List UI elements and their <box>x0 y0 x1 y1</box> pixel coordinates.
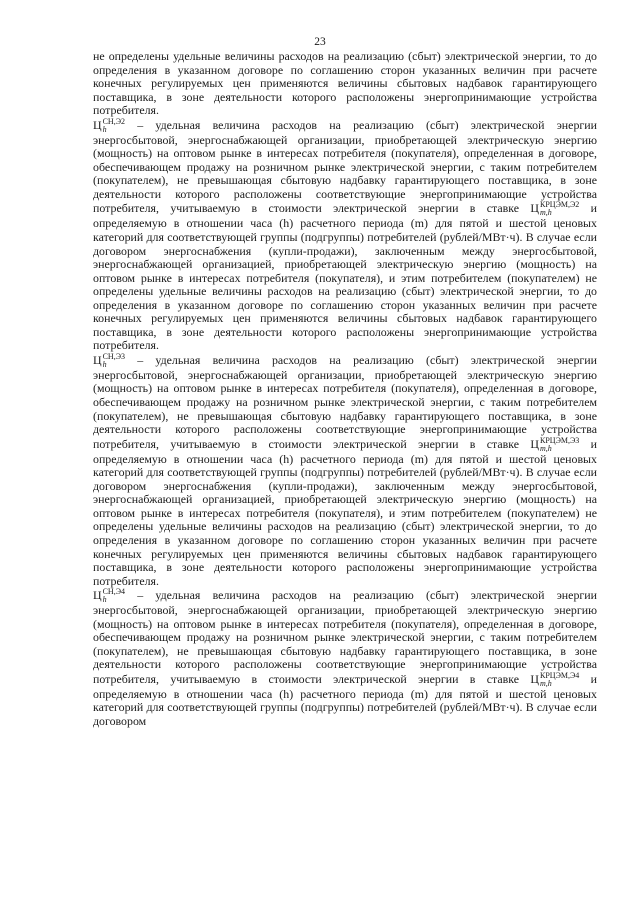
formula-superscript: СН,Э4 <box>102 587 125 597</box>
rate-symbol: Ц <box>530 436 540 451</box>
formula-subscript: h <box>102 595 107 605</box>
formula-symbol: Ц <box>93 353 102 368</box>
rate-symbol: Ц <box>530 201 540 216</box>
page-number: 23 <box>314 36 326 48</box>
rate-superscript: КРЦЭМ,Э3 <box>540 435 580 445</box>
paragraph-text: не определены удельные величины расходов на реализацию (сбыт) электрической энергии, то до определения в указанном договоре по соглашению сторон указанных величин при расчете конечных регулируемых цен применяются величины сбытовых надбавок гарантирующего поставщика, в зоне деятельности которого расположены энергопринимающие устройства потребителя. <box>93 49 597 118</box>
rate-subscript: m,h <box>540 678 552 688</box>
formula-subscript: h <box>102 124 107 134</box>
rate-indices <box>540 201 579 217</box>
formula-indices <box>103 118 125 134</box>
rate-indices <box>540 672 579 688</box>
paragraph-definition-e4 <box>93 588 597 728</box>
formula-indices <box>103 588 125 604</box>
formula-superscript: СН,Э3 <box>102 351 125 361</box>
rate-subscript: m,h <box>540 208 552 218</box>
rate-symbol: Ц <box>530 672 540 687</box>
paragraph-continuation <box>93 50 597 118</box>
paragraph-definition-e2 <box>93 118 597 353</box>
rate-superscript: КРЦЭМ,Э2 <box>540 200 580 210</box>
paragraph-text: – удельная величина расходов на реализацию (сбыт) электрической энергии энергосбытовой, энергоснабжающей организации, приобретающей электрическую энергию (мощность) на оптовом рынке в интересах потребителя (покупателя), определенная в договоре, обеспечивающем продажу на розничном рынке электрической энергии, с таким потребителем (покупателем), не превышающая сбытовую надбавку гарантирующего поставщика, в зоне деятельности которого расположены соответствующие энергопринимающие устройства потребителя, учитываемую в стоимости электрической энергии в ставке <box>93 117 597 216</box>
paragraph-text-cont: и определяемую в отношении часа (h) расчетного периода (m) для пятой и шестой ценовых категорий для соответствующей группы (подгруппы) потребителей (рублей/МВт·ч). В случае если договором <box>93 672 597 728</box>
paragraph-text-cont: и определяемую в отношении часа (h) расчетного периода (m) для пятой и шестой ценовых категорий для соответствующей группы (подгруппы) потребителей (рублей/МВт·ч). В случае если договором энергоснабжения (купли-продажи), заключенным между энергосбытовой, энергоснабжающей организацией, приобретающей электрическую энергию (мощность) на оптовом рынке в интересах потребителя (покупателя), и этим потребителем (покупателем) не определены удельные величины расходов на реализацию (сбыт) электрической энергии, то до определения в указанном договоре по соглашению сторон указанных величин при расчете конечных регулируемых цен применяются величины сбытовых надбавок гарантирующего поставщика, в зоне деятельности которого расположены энергопринимающие устройства потребителя. <box>93 436 597 588</box>
rate-subscript: m,h <box>540 443 552 453</box>
paragraph-text: – удельная величина расходов на реализацию (сбыт) электрической энергии энергосбытовой, энергоснабжающей организации, приобретающей электрическую энергию (мощность) на оптовом рынке в интересах потребителя (покупателя), определенная в договоре, обеспечивающем продажу на розничном рынке электрической энергии, с таким потребителем (покупателем), не превышающая сбытовую надбавку гарантирующего поставщика, в зоне деятельности которого расположены соответствующие энергопринимающие устройства потребителя, учитываемую в стоимости электрической энергии в ставке <box>93 353 597 451</box>
formula-symbol: Ц <box>93 588 102 603</box>
formula-symbol: Ц <box>93 117 102 132</box>
paragraph-text-cont: и определяемую в отношении часа (h) расчетного периода (m) для пятой и шестой ценовых категорий для соответствующей группы (подгруппы) потребителей (рублей/МВт·ч). В случае если договором энергоснабжения (купли-продажи), заключенным между энергосбытовой, энергоснабжающей организацией, приобретающей электрическую энергию (мощность) на оптовом рынке в интересах потребителя (покупателя), и этим потребителем (покупателем) не определены удельные величины расходов на реализацию (сбыт) электрической энергии, то до определения в указанном договоре по соглашению сторон указанных величин при расчете конечных регулируемых цен применяются величины сбытовых надбавок гарантирующего поставщика, в зоне деятельности которого расположены энергопринимающие устройства потребителя. <box>93 201 597 353</box>
paragraph-text: – удельная величина расходов на реализацию (сбыт) электрической энергии энергосбытовой, энергоснабжающей организации, приобретающей электрическую энергию (мощность) на оптовом рынке в интересах потребителя (покупателя), определенная в договоре, обеспечивающем продажу на розничном рынке электрической энергии, с таким потребителем (покупателем), не превышающая сбытовую надбавку гарантирующего поставщика, в зоне деятельности которого расположены соответствующие энергопринимающие устройства потребителя, учитываемую в стоимости электрической энергии в ставке <box>93 588 597 687</box>
paragraph-definition-e3 <box>93 353 597 588</box>
document-body <box>93 50 597 729</box>
formula-indices <box>103 353 125 369</box>
formula-subscript: h <box>102 359 107 369</box>
rate-indices <box>540 437 579 453</box>
formula-superscript: СН,Э2 <box>102 116 125 126</box>
rate-superscript: КРЦЭМ,Э4 <box>540 670 580 680</box>
